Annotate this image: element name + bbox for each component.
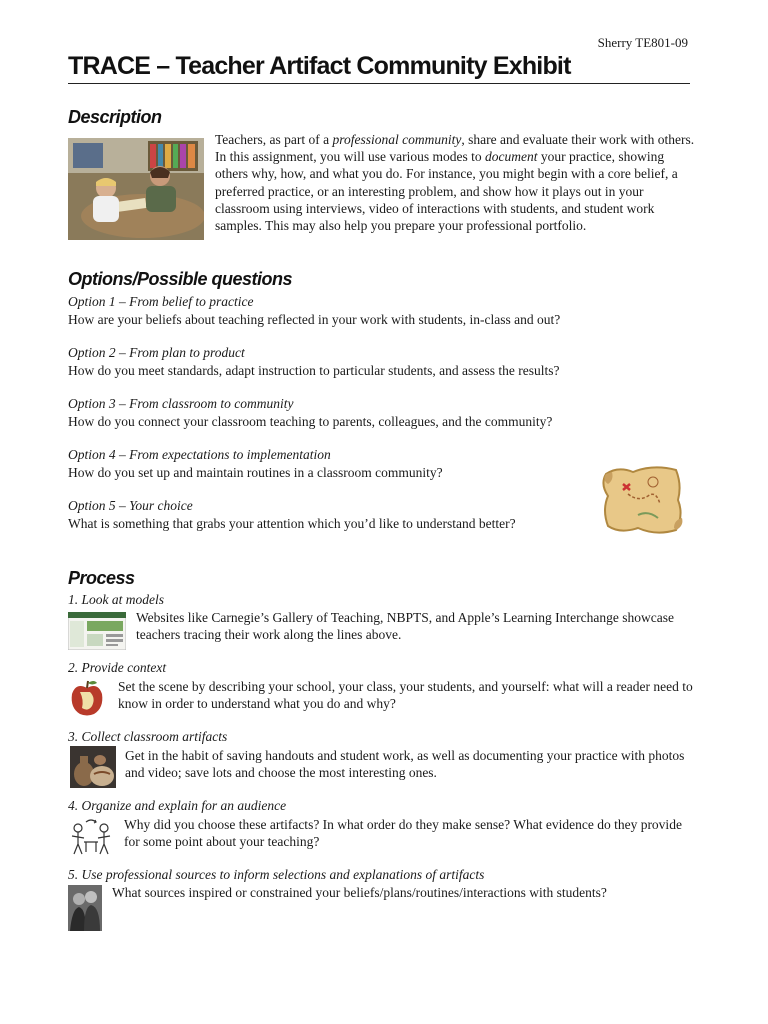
process-heading: Process xyxy=(68,568,135,588)
website-screenshot xyxy=(68,612,126,650)
portrait-photo xyxy=(68,885,102,931)
step-title: 1. Look at models xyxy=(68,592,164,607)
author-course: Sherry TE801-09 xyxy=(597,35,688,50)
description-heading: Description xyxy=(68,107,162,127)
options-heading: Options/Possible questions xyxy=(68,269,293,289)
option-question: How do you connect your classroom teaching to parents, colleagues, and the community? xyxy=(68,414,553,429)
option-title: Option 2 – From plan to product xyxy=(68,345,245,360)
option-question: What is something that grabs your attention which you’d like to understand better? xyxy=(68,516,516,531)
option-title: Option 5 – Your choice xyxy=(68,498,193,513)
discussion-sketch xyxy=(68,818,114,856)
step-body: Set the scene by describing your school, your class, your students, and yourself: what will a reader need to know in order to understand what you do and why? xyxy=(118,679,693,711)
step-title: 2. Provide context xyxy=(68,660,167,675)
step-body: What sources inspired or constrained your beliefs/plans/routines/interactions with students? xyxy=(112,885,607,900)
option-title: Option 1 – From belief to practice xyxy=(68,294,254,309)
description-text: Teachers, as part of a professional community, share and evaluate their work with others. In this assignment, you will use various modes to document your practice, showing others why, how, and what you do. For instance, you might begin with a core belief, a preferred practice, or an interesting problem, and show how it plays out in your classroom using interviews, video of interactions with students, and student work samples. This may also help you prepare your professional portfolio. xyxy=(215,132,695,234)
option-question: How do you meet standards, adapt instruction to particular students, and assess the results? xyxy=(68,363,560,378)
step-title: 4. Organize and explain for an audience xyxy=(68,798,287,813)
page-title: TRACE – Teacher Artifact Community Exhibit xyxy=(68,52,690,84)
step-body: Why did you choose these artifacts? In what order do they make sense? What evidence do they provide for some point about your teaching? xyxy=(124,817,682,849)
classroom-photo xyxy=(68,138,204,240)
step-body: Get in the habit of saving handouts and student work, as well as documenting your practice with photos and video; save lots and choose the most interesting ones. xyxy=(125,748,685,780)
option-question: How do you set up and maintain routines in a classroom community? xyxy=(68,465,443,480)
option-question: How are your beliefs about teaching reflected in your work with students, in-class and out? xyxy=(68,312,561,327)
treasure-map xyxy=(598,460,688,540)
step-body: Websites like Carnegie’s Gallery of Teaching, NBPTS, and Apple’s Learning Interchange showcase teachers tracing their work along the lines above. xyxy=(136,610,674,642)
pottery-artifacts xyxy=(70,746,116,788)
step-title: 5. Use professional sources to inform selections and explanations of artifacts xyxy=(68,867,485,882)
step-title: 3. Collect classroom artifacts xyxy=(68,729,228,744)
option-title: Option 4 – From expectations to implementation xyxy=(68,447,331,462)
apple xyxy=(68,678,106,718)
option-title: Option 3 – From classroom to community xyxy=(68,396,294,411)
